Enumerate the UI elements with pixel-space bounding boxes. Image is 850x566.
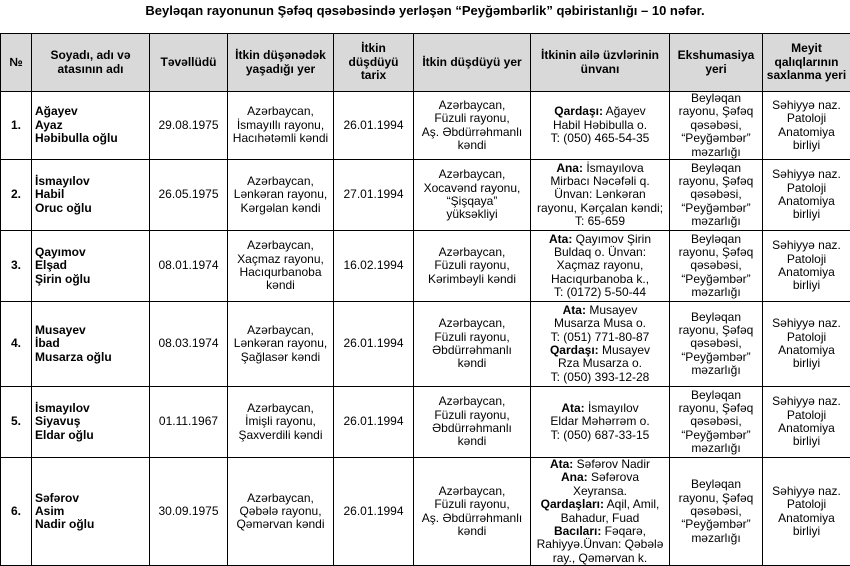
row-number: 4. — [1, 302, 32, 387]
family-detail: T: 65-659 — [575, 214, 625, 228]
exhumation-line: məzarlığı — [672, 442, 760, 455]
person-name-line: İbad — [35, 337, 147, 350]
family-line — [533, 215, 667, 228]
storage-line: Səhiyyə naz. — [765, 239, 848, 252]
family-detail: Musayev — [586, 303, 637, 317]
birth-date: 26.05.1975 — [150, 160, 228, 231]
storage-line: birliyi — [765, 279, 848, 292]
header-number: № — [1, 34, 32, 92]
person-name-cell — [32, 231, 150, 302]
missing-place-line: Aş. Əbdürrəhmanlı — [416, 512, 528, 525]
family-relation-label: Qardaşı: — [554, 104, 603, 118]
missing-place-cell — [414, 160, 531, 231]
exhumation-line: Beyləqan — [672, 389, 760, 402]
exhumation-cell — [670, 160, 763, 231]
missing-date: 26.01.1994 — [334, 458, 414, 566]
missing-place-cell — [414, 458, 531, 566]
person-name-line: Səfərov — [35, 492, 147, 505]
exhumation-line: qəsəbəsi, — [672, 505, 760, 518]
family-line — [533, 357, 667, 370]
person-name-line: Oruc oğlu — [35, 202, 147, 215]
table-header-row — [1, 34, 850, 92]
missing-date: 27.01.1994 — [334, 160, 414, 231]
family-line — [533, 538, 667, 551]
family-detail: T: (050) 687-33-15 — [551, 428, 650, 442]
storage-line: Patoloji — [765, 409, 848, 422]
exhumation-line: “Peyğəmbər” — [672, 132, 760, 145]
exhumation-line: Beyləqan — [672, 478, 760, 491]
family-line — [533, 188, 667, 201]
family-line — [533, 304, 667, 317]
exhumation-line: məzarlığı — [672, 146, 760, 159]
residence-line: Hacıhətəmli kəndi — [230, 132, 331, 145]
family-address-cell — [531, 92, 670, 160]
missing-place-line: Əbdürrəhmanlı — [416, 422, 528, 435]
header-exhumation-place: Ekshumasiya yeri — [670, 34, 763, 92]
residence-line: kəndi — [230, 279, 331, 292]
header-family-address: İtkinin ailə üzvlərinin ünvanı — [531, 34, 670, 92]
storage-line: birliyi — [765, 208, 848, 221]
family-line — [533, 273, 667, 286]
birth-date: 08.03.1974 — [150, 302, 228, 387]
residence-cell — [228, 231, 334, 302]
family-line — [533, 458, 667, 471]
residence-line: Azərbaycan, — [230, 175, 331, 188]
person-name-line: Asim — [35, 505, 147, 518]
table-row — [1, 160, 850, 231]
family-line — [533, 525, 667, 538]
storage-cell — [763, 387, 850, 458]
storage-cell — [763, 458, 850, 566]
person-name-cell — [32, 387, 150, 458]
storage-line: Səhiyyə naz. — [765, 99, 848, 112]
missing-date: 26.01.1994 — [334, 92, 414, 160]
storage-line: Səhiyyə naz. — [765, 395, 848, 408]
family-detail: Musarza Musa o. — [554, 316, 646, 330]
family-detail: Ünvan: Lənkəran — [554, 187, 645, 201]
person-name-line: Musarza oğlu — [35, 351, 147, 364]
storage-cell — [763, 92, 850, 160]
person-name-line: İsmayılov — [35, 175, 147, 188]
family-detail: İsmayılov — [585, 401, 639, 415]
birth-date: 08.01.1974 — [150, 231, 228, 302]
family-detail: Qayımov Şirin — [572, 232, 651, 246]
person-name-cell — [32, 302, 150, 387]
family-line — [533, 512, 667, 525]
family-relation-label: Qardaşları: — [541, 497, 604, 511]
exhumation-line: “Peyğəmbər” — [672, 429, 760, 442]
family-line — [533, 162, 667, 175]
missing-place-line: kəndi — [416, 525, 528, 538]
exhumation-line: Beyləqan — [672, 92, 760, 105]
family-line — [533, 119, 667, 132]
residence-line: Hacıqurbanoba — [230, 266, 331, 279]
person-name-line: Qayımov — [35, 246, 147, 259]
family-detail: Rahiyyə.Ünvan: Qəbələ — [537, 537, 664, 551]
missing-place-line: Füzuli rayonu, — [416, 409, 528, 422]
residence-line: Azərbaycan, — [230, 402, 331, 415]
family-detail: T: (050) 393-12-28 — [551, 370, 650, 384]
table-row — [1, 231, 850, 302]
missing-place-line: Azərbaycan, — [416, 99, 528, 112]
storage-line: Anatomiya — [765, 195, 848, 208]
exhumation-line: rayonu, Şəfəq — [672, 175, 760, 188]
family-address-cell — [531, 160, 670, 231]
residence-line: Qəmərvan kəndi — [230, 518, 331, 531]
family-line — [533, 202, 667, 215]
missing-place-line: kəndi — [416, 435, 528, 448]
missing-place-line: Azərbaycan, — [416, 395, 528, 408]
person-name-line: Siyavuş — [35, 415, 147, 428]
residence-line: Azərbaycan, — [230, 324, 331, 337]
person-name-line: Ağayev — [35, 105, 147, 118]
family-line — [533, 552, 667, 565]
family-line — [533, 371, 667, 384]
exhumation-line: məzarlığı — [672, 286, 760, 299]
family-line — [533, 286, 667, 299]
exhumation-line: “Peyğəmbər” — [672, 351, 760, 364]
storage-line: Anatomiya — [765, 126, 848, 139]
birth-date: 01.11.1967 — [150, 387, 228, 458]
residence-line: Azərbaycan, — [230, 492, 331, 505]
family-line — [533, 175, 667, 188]
residence-cell — [228, 387, 334, 458]
person-name-line: Ayaz — [35, 119, 147, 132]
person-name-cell — [32, 458, 150, 566]
family-address-cell — [531, 302, 670, 387]
exhumation-line: Beyləqan — [672, 162, 760, 175]
family-detail: Buldaq o. Ünvan: — [554, 245, 646, 259]
missing-place-line: Aş. Əbdürrəhmanlı — [416, 126, 528, 139]
person-name-cell — [32, 160, 150, 231]
family-detail: ray., Qəmərvan k. — [553, 551, 647, 565]
missing-place-line: Kərimbəyli kəndi — [416, 273, 528, 286]
storage-line: Patoloji — [765, 331, 848, 344]
birth-date: 29.08.1975 — [150, 92, 228, 160]
exhumation-cell — [670, 231, 763, 302]
storage-line: Anatomiya — [765, 266, 848, 279]
missing-place-line: Füzuli rayonu, — [416, 112, 528, 125]
family-detail: rayonu, Kərçalan kəndi; — [537, 201, 663, 215]
exhumation-line: “Peyğəmbər” — [672, 518, 760, 531]
family-line — [533, 498, 667, 511]
family-line — [533, 344, 667, 357]
residence-cell — [228, 458, 334, 566]
family-detail: Bahadur, Fuad — [561, 511, 640, 525]
residence-cell — [228, 160, 334, 231]
missing-date: 26.01.1994 — [334, 387, 414, 458]
storage-line: Patoloji — [765, 498, 848, 511]
exhumation-line: rayonu, Şəfəq — [672, 246, 760, 259]
family-detail: Fəqarə, — [601, 524, 646, 538]
person-name-cell — [32, 92, 150, 160]
storage-cell — [763, 231, 850, 302]
person-name-line: Şirin oğlu — [35, 273, 147, 286]
header-missing-place: İtkin düşdüyü yer — [414, 34, 531, 92]
family-detail: Aqil, Amil, — [604, 497, 659, 511]
family-detail: Xaçmaz rayonu, — [557, 258, 644, 272]
exhumation-line: rayonu, Şəfəq — [672, 324, 760, 337]
residence-line: Şağlasər kəndi — [230, 351, 331, 364]
family-address-cell — [531, 231, 670, 302]
missing-place-line: Füzuli rayonu, — [416, 259, 528, 272]
person-name-line: Nadir oğlu — [35, 518, 147, 531]
storage-line: Patoloji — [765, 253, 848, 266]
storage-line: Səhiyyə naz. — [765, 317, 848, 330]
residence-line: Kərgəlan kəndi — [230, 202, 331, 215]
family-address-cell — [531, 387, 670, 458]
storage-line: birliyi — [765, 139, 848, 152]
missing-place-cell — [414, 387, 531, 458]
exhumation-line: Beyləqan — [672, 233, 760, 246]
storage-line: Səhiyyə naz. — [765, 168, 848, 181]
exhumation-cell — [670, 458, 763, 566]
family-line — [533, 415, 667, 428]
row-number: 2. — [1, 160, 32, 231]
header-missing-date: İtkin düşdüyü tarix — [334, 34, 414, 92]
family-line — [533, 471, 667, 484]
table-row — [1, 458, 850, 566]
family-relation-label: Bacıları: — [554, 524, 601, 538]
family-line — [533, 331, 667, 344]
family-detail: Eldar Məhərrəm o. — [550, 414, 649, 428]
storage-line: birliyi — [765, 435, 848, 448]
row-number: 3. — [1, 231, 32, 302]
exhumation-cell — [670, 387, 763, 458]
exhumation-cell — [670, 92, 763, 160]
exhumation-line: Beyləqan — [672, 311, 760, 324]
missing-place-line: Azərbaycan, — [416, 168, 528, 181]
exhumation-line: qəsəbəsi, — [672, 119, 760, 132]
person-name-line: Musayev — [35, 324, 147, 337]
exhumation-line: məzarlığı — [672, 364, 760, 377]
exhumation-line: qəsəbəsi, — [672, 188, 760, 201]
missing-place-line: Füzuli rayonu, — [416, 498, 528, 511]
exhumation-line: rayonu, Şəfəq — [672, 402, 760, 415]
family-line — [533, 429, 667, 442]
residence-line: Azərbaycan, — [230, 105, 331, 118]
residence-line: Azərbaycan, — [230, 239, 331, 252]
storage-line: Anatomiya — [765, 422, 848, 435]
residence-cell — [228, 92, 334, 160]
family-line — [533, 485, 667, 498]
storage-cell — [763, 160, 850, 231]
storage-line: Anatomiya — [765, 344, 848, 357]
family-detail: Habil Həbibulla o. — [553, 118, 647, 132]
missing-place-line: kəndi — [416, 139, 528, 152]
storage-cell — [763, 302, 850, 387]
document-title: Beyləqan rayonunun Şəfəq qəsəbəsində yerləşən “Peyğəmbərlik” qəbiristanlığı – 10 nəfər. — [0, 3, 850, 19]
storage-line: Anatomiya — [765, 512, 848, 525]
family-detail: Rza Musarza o. — [558, 356, 642, 370]
family-detail: T: (0172) 5-50-44 — [554, 285, 646, 299]
exhumation-line: qəsəbəsi, — [672, 415, 760, 428]
family-detail: İsmayılova — [583, 161, 644, 175]
header-storage-place: Meyit qalıqlarının saxlanma yeri — [763, 34, 850, 92]
missing-place-cell — [414, 92, 531, 160]
storage-line: birliyi — [765, 525, 848, 538]
family-relation-label: Ana: — [556, 161, 583, 175]
birth-date: 30.09.1975 — [150, 458, 228, 566]
storage-line: Patoloji — [765, 112, 848, 125]
exhumation-line: qəsəbəsi, — [672, 337, 760, 350]
exhumation-line: qəsəbəsi, — [672, 259, 760, 272]
exhumation-line: “Peyğəmbər” — [672, 273, 760, 286]
family-detail: Hacıqurbanoba k., — [551, 272, 649, 286]
header-name: Soyadı, adı və atasının adı — [32, 34, 150, 92]
family-detail: T: (050) 465-54-35 — [551, 131, 650, 145]
family-relation-label: Ata: — [561, 401, 584, 415]
storage-line: Səhiyyə naz. — [765, 485, 848, 498]
family-relation-label: Ata: — [549, 232, 572, 246]
person-name-line: Habil — [35, 188, 147, 201]
residence-line: Lənkəran rayonu, — [230, 337, 331, 350]
family-detail: Ağayev — [603, 104, 646, 118]
family-line — [533, 233, 667, 246]
family-relation-label: Qardaşı: — [550, 343, 599, 357]
row-number: 6. — [1, 458, 32, 566]
family-line — [533, 317, 667, 330]
person-name-line: Həbibulla oğlu — [35, 132, 147, 145]
residence-line: İsmayıllı rayonu, — [230, 119, 331, 132]
table-row — [1, 302, 850, 387]
family-line — [533, 105, 667, 118]
person-name-line: İsmayılov — [35, 402, 147, 415]
table-row — [1, 387, 850, 458]
family-relation-label: Ata: — [550, 458, 573, 472]
storage-line: birliyi — [765, 357, 848, 370]
missing-place-cell — [414, 302, 531, 387]
row-number: 1. — [1, 92, 32, 160]
exhumation-line: məzarlığı — [672, 532, 760, 545]
family-line — [533, 259, 667, 272]
missing-place-line: yüksəkliyi — [416, 208, 528, 221]
burial-table — [0, 33, 850, 566]
missing-place-line: Əbdürrəhmanlı — [416, 344, 528, 357]
storage-line: Patoloji — [765, 182, 848, 195]
missing-place-line: kəndi — [416, 357, 528, 370]
residence-line: Lənkəran rayonu, — [230, 188, 331, 201]
missing-place-line: Xocavənd rayonu, — [416, 182, 528, 195]
family-relation-label: Ata: — [563, 303, 586, 317]
exhumation-cell — [670, 302, 763, 387]
family-detail: Xeyransa. — [573, 484, 627, 498]
person-name-line: Elşad — [35, 259, 147, 272]
residence-line: Xaçmaz rayonu, — [230, 253, 331, 266]
family-detail: T: (051) 771-80-87 — [551, 330, 650, 344]
family-detail: Səfərova — [588, 470, 639, 484]
exhumation-line: “Peyğəmbər” — [672, 202, 760, 215]
family-detail: Mirbacı Nəcəfəli q. — [550, 174, 649, 188]
row-number: 5. — [1, 387, 32, 458]
missing-date: 16.02.1994 — [334, 231, 414, 302]
exhumation-line: rayonu, Şəfəq — [672, 492, 760, 505]
residence-cell — [228, 302, 334, 387]
missing-place-line: Azərbaycan, — [416, 317, 528, 330]
missing-place-cell — [414, 231, 531, 302]
missing-place-line: Azərbaycan, — [416, 246, 528, 259]
residence-line: İmişli rayonu, — [230, 415, 331, 428]
family-detail: Musayev — [599, 343, 650, 357]
family-relation-label: Ana: — [561, 470, 588, 484]
missing-place-line: Füzuli rayonu, — [416, 331, 528, 344]
exhumation-line: rayonu, Şəfəq — [672, 105, 760, 118]
family-line — [533, 402, 667, 415]
residence-line: Qəbələ rayonu, — [230, 505, 331, 518]
family-line — [533, 132, 667, 145]
missing-date: 26.01.1994 — [334, 302, 414, 387]
header-residence: İtkin düşənədək yaşadığı yer — [228, 34, 334, 92]
person-name-line: Eldar oğlu — [35, 429, 147, 442]
header-birth: Təvəllüdü — [150, 34, 228, 92]
family-address-cell — [531, 458, 670, 566]
missing-place-line: Azərbaycan, — [416, 485, 528, 498]
family-line — [533, 246, 667, 259]
exhumation-line: məzarlığı — [672, 215, 760, 228]
residence-line: Şaxverdili kəndi — [230, 429, 331, 442]
table-row — [1, 92, 850, 160]
missing-place-line: “Şişqaya” — [416, 195, 528, 208]
family-detail: Səfərov Nadir — [573, 458, 650, 472]
